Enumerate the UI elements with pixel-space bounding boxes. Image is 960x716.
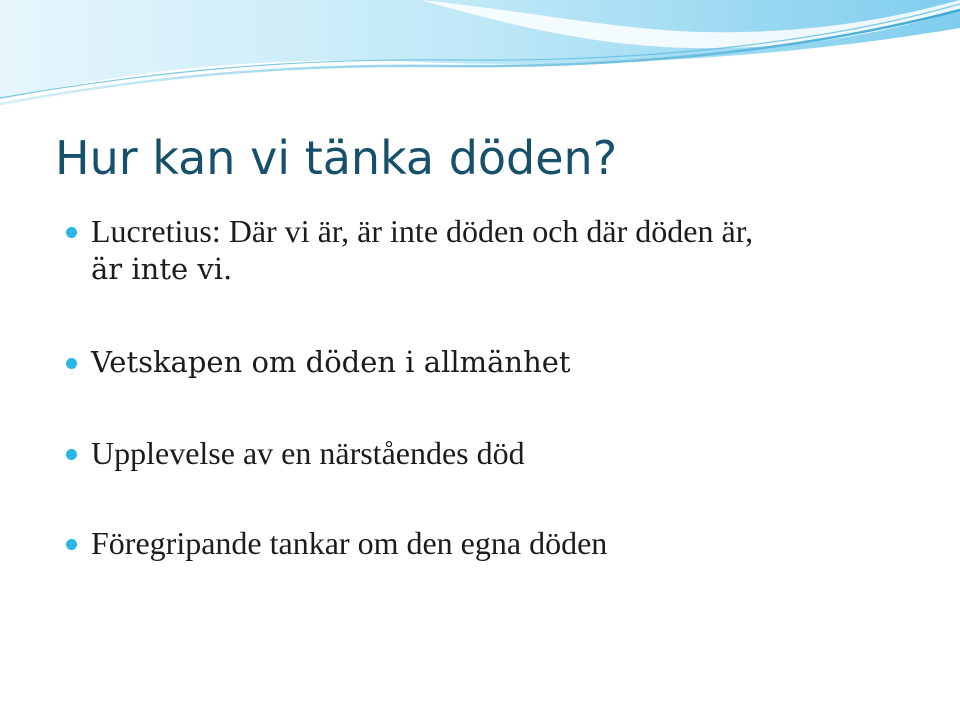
bullet-dot-icon [66,227,77,238]
bullet-text: Föregripande tankar om den egna döden [91,525,608,561]
bullet-line-1: Lucretius: Där vi är, är inte döden och där döden är, [91,213,754,249]
bullet-text: Upplevelse av en närståendes död [91,435,525,471]
bullet-dot-icon [66,449,77,460]
bullet-dot-icon [66,358,77,369]
slide-title: Hur kan vi tänka döden? [55,131,618,185]
bullet-text: Vetskapen om döden i allmänhet [91,345,571,379]
bullet-line-2: är inte vi. [91,252,233,286]
bullet-text [91,212,891,288]
header-wave-decoration [0,0,960,120]
bullet-dot-icon [66,539,77,550]
